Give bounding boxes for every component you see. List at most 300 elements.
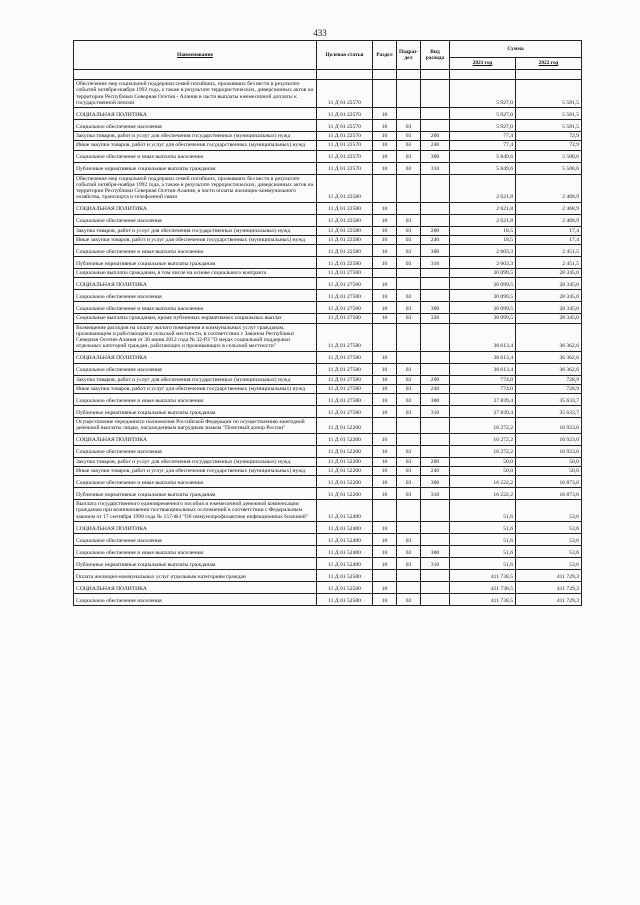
cell-code: 11 Д 01 27500 [317, 302, 373, 314]
cell-name: Публичные нормативные социальные выплаты гражданам [74, 162, 317, 174]
table-row [74, 394, 582, 406]
cell-expense-type [421, 533, 450, 545]
cell-code: 11 Д 01 22580 [317, 235, 373, 244]
cell-sum-2022: 53,6 [516, 533, 582, 545]
cell-expense-type [421, 521, 450, 533]
budget-table [73, 40, 582, 606]
table-header [74, 41, 582, 80]
cell-sum-2021: 18,5 [450, 235, 516, 244]
cell-code: 11 Д 01 22570 [317, 150, 373, 162]
cell-subsection: 03 [397, 384, 421, 393]
cell-section [373, 323, 397, 351]
cell-sum-2021: 51,6 [450, 521, 516, 533]
cell-subsection [397, 278, 421, 290]
cell-expense-type [421, 202, 450, 214]
cell-subsection: 03 [397, 120, 421, 132]
cell-subsection [397, 323, 421, 351]
cell-sum-2021: 30 099,5 [450, 302, 516, 314]
cell-sum-2021: 38 613,4 [450, 351, 516, 363]
table-row [74, 384, 582, 393]
cell-name: Публичные нормативные социальные выплаты гражданам [74, 257, 317, 269]
cell-subsection [397, 108, 421, 120]
cell-section [373, 269, 397, 278]
cell-section [373, 174, 397, 202]
cell-sum-2022: 5 508,6 [516, 150, 582, 162]
cell-section: 10 [373, 581, 397, 593]
cell-expense-type [421, 500, 450, 522]
cell-subsection [397, 174, 421, 202]
cell-code: 11 Д 01 27580 [317, 394, 373, 406]
table-row [74, 545, 582, 557]
cell-subsection: 03 [397, 150, 421, 162]
cell-section: 10 [373, 108, 397, 120]
cell-subsection: 03 [397, 214, 421, 226]
cell-sum-2022: 16 923,0 [516, 433, 582, 445]
cell-name: Социальное обеспечение и иные выплаты населению [74, 476, 317, 488]
cell-section: 10 [373, 593, 397, 605]
cell-code: 11 Д 01 22570 [317, 120, 373, 132]
cell-name: Социальные выплаты гражданам, в том числе на основе социального контракта [74, 269, 317, 278]
cell-subsection: 03 [397, 235, 421, 244]
cell-sum-2021: 77,4 [450, 141, 516, 150]
header-sums: Сумма [450, 41, 582, 58]
cell-expense-type: 240 [421, 384, 450, 393]
cell-code: 11 Д 01 52200 [317, 488, 373, 500]
cell-name: СОЦИАЛЬНАЯ ПОЛИТИКА [74, 433, 317, 445]
table-row [74, 278, 582, 290]
cell-subsection: 03 [397, 290, 421, 302]
table-row [74, 418, 582, 434]
cell-name: Публичные нормативные социальные выплаты гражданам [74, 488, 317, 500]
cell-section: 10 [373, 394, 397, 406]
cell-sum-2021: 16 222,2 [450, 488, 516, 500]
table-row [74, 406, 582, 418]
cell-section: 10 [373, 521, 397, 533]
cell-sum-2021: 16 222,2 [450, 476, 516, 488]
cell-expense-type [421, 593, 450, 605]
cell-section: 10 [373, 226, 397, 235]
cell-code: 11 Д 01 52400 [317, 500, 373, 522]
table-row [74, 457, 582, 466]
cell-code: 11 Д 01 52200 [317, 418, 373, 434]
cell-section: 10 [373, 488, 397, 500]
cell-name: Иные закупки товаров, работ и услуг для обеспечения государственных (муниципальных) нужд [74, 235, 317, 244]
cell-section: 10 [373, 476, 397, 488]
cell-section: 10 [373, 202, 397, 214]
table-row [74, 500, 582, 522]
cell-code: 11 Д 01 52400 [317, 533, 373, 545]
cell-subsection: 03 [397, 245, 421, 257]
cell-section: 10 [373, 278, 397, 290]
table-row [74, 466, 582, 475]
cell-sum-2022: 16 923,0 [516, 418, 582, 434]
cell-subsection: 03 [397, 132, 421, 141]
cell-sum-2021: 774,0 [450, 375, 516, 384]
cell-sum-2021: 30 099,5 [450, 290, 516, 302]
cell-name: Иные закупки товаров, работ и услуг для обеспечения государственных (муниципальных) нужд [74, 384, 317, 393]
cell-subsection: 03 [397, 457, 421, 466]
cell-section: 10 [373, 302, 397, 314]
cell-code: 11 Д 01 52400 [317, 521, 373, 533]
cell-expense-type: 240 [421, 235, 450, 244]
cell-subsection: 03 [397, 445, 421, 457]
cell-expense-type: 310 [421, 557, 450, 569]
cell-sum-2021: 5 927,0 [450, 120, 516, 132]
cell-expense-type [421, 108, 450, 120]
cell-expense-type [421, 363, 450, 375]
cell-sum-2022: 50,0 [516, 457, 582, 466]
cell-expense-type [421, 80, 450, 108]
cell-name: Оплата жилищно-коммунальных услуг отдельным категориям граждан [74, 569, 317, 581]
cell-sum-2021: 5 849,6 [450, 162, 516, 174]
cell-section [373, 500, 397, 522]
table-row [74, 581, 582, 593]
cell-sum-2021: 774,0 [450, 384, 516, 393]
cell-sum-2021: 16 272,2 [450, 445, 516, 457]
table-row [74, 120, 582, 132]
table-row [74, 162, 582, 174]
cell-sum-2021: 5 927,0 [450, 80, 516, 108]
cell-section: 10 [373, 384, 397, 393]
cell-expense-type [421, 351, 450, 363]
cell-sum-2021: 5 849,6 [450, 150, 516, 162]
cell-name: Обеспечение мер социальной поддержки семей погибших, проживших без вести в результате событий октября-ноября 1992 года, а также в результате террористических, диверсионных актов на территории Республики Северная Осетия-Алания, в части оплаты жилищно-коммунального хозяйства, транспорта и телефонной связи [74, 174, 317, 202]
cell-expense-type [421, 581, 450, 593]
table-row [74, 214, 582, 226]
cell-subsection: 03 [397, 394, 421, 406]
cell-code: 11 Д 01 52400 [317, 557, 373, 569]
cell-sum-2021: 30 099,5 [450, 278, 516, 290]
cell-sum-2021: 30 099,5 [450, 269, 516, 278]
cell-section: 10 [373, 545, 397, 557]
cell-subsection: 03 [397, 314, 421, 323]
cell-sum-2022: 17,4 [516, 226, 582, 235]
cell-expense-type: 240 [421, 466, 450, 475]
table-row [74, 533, 582, 545]
cell-name: Закупка товаров, работ и услуг для обеспечения государственных (муниципальных) нужд [74, 226, 317, 235]
cell-section: 10 [373, 120, 397, 132]
cell-sum-2021: 50,0 [450, 466, 516, 475]
cell-sum-2021: 30 099,5 [450, 314, 516, 323]
cell-subsection: 03 [397, 557, 421, 569]
cell-subsection [397, 500, 421, 522]
cell-code: 11 Д 01 27580 [317, 363, 373, 375]
table-row [74, 351, 582, 363]
cell-subsection: 03 [397, 476, 421, 488]
cell-sum-2021: 51,6 [450, 500, 516, 522]
cell-subsection: 03 [397, 466, 421, 475]
cell-code: 11 Д 01 22580 [317, 174, 373, 202]
cell-name: Публичные нормативные социальные выплаты гражданам [74, 406, 317, 418]
table-row [74, 202, 582, 214]
table-row [74, 269, 582, 278]
table-row [74, 314, 582, 323]
cell-code: 11 Д 01 22570 [317, 141, 373, 150]
cell-sum-2022: 5 581,5 [516, 120, 582, 132]
cell-sum-2022: 411 729,3 [516, 593, 582, 605]
table-row [74, 257, 582, 269]
cell-sum-2022: 36 362,6 [516, 323, 582, 351]
table-body [74, 80, 582, 606]
cell-expense-type: 310 [421, 406, 450, 418]
table-row [74, 150, 582, 162]
cell-name: Социальное обеспечение и иные выплаты населению [74, 245, 317, 257]
cell-code: 11 Д 01 22570 [317, 108, 373, 120]
cell-name: Закупка товаров, работ и услуг для обеспечения государственных (муниципальных) нужд [74, 457, 317, 466]
cell-name: Обеспечение мер социальной поддержки семей погибших, проживших без вести в результате событий октября-ноября 1992 года, а также в результате террористических, диверсионных актов на территории Республики Северная Осетия - Алания в части выплаты ежемесячной доплаты к государственной пенсии [74, 80, 317, 108]
cell-sum-2021: 77,4 [450, 132, 516, 141]
cell-expense-type: 320 [421, 314, 450, 323]
cell-section: 10 [373, 162, 397, 174]
page-number: 433 [313, 28, 327, 38]
cell-subsection: 03 [397, 302, 421, 314]
table-row [74, 132, 582, 141]
header-section: Раздел [373, 41, 397, 70]
cell-subsection: 03 [397, 141, 421, 150]
cell-sum-2022: 16 873,0 [516, 476, 582, 488]
cell-sum-2022: 35 633,7 [516, 406, 582, 418]
cell-sum-2021: 411 738,5 [450, 581, 516, 593]
cell-subsection [397, 351, 421, 363]
cell-expense-type: 200 [421, 457, 450, 466]
cell-sum-2022: 28 345,0 [516, 278, 582, 290]
cell-section: 10 [373, 466, 397, 475]
table-row [74, 235, 582, 244]
cell-expense-type [421, 278, 450, 290]
cell-code: 11 Д 01 52500 [317, 581, 373, 593]
cell-sum-2021: 51,6 [450, 545, 516, 557]
cell-code: 11 Д 01 27500 [317, 269, 373, 278]
cell-name: Социальное обеспечение населения [74, 593, 317, 605]
cell-sum-2021: 37 839,4 [450, 394, 516, 406]
cell-subsection: 03 [397, 162, 421, 174]
cell-expense-type [421, 323, 450, 351]
cell-code: 11 Д 01 22570 [317, 80, 373, 108]
cell-sum-2022: 17,4 [516, 235, 582, 244]
cell-section: 10 [373, 363, 397, 375]
cell-sum-2022: 16 873,0 [516, 488, 582, 500]
cell-sum-2021: 2 603,3 [450, 245, 516, 257]
cell-section: 10 [373, 433, 397, 445]
cell-sum-2022: 53,6 [516, 521, 582, 533]
table-row [74, 245, 582, 257]
cell-subsection: 03 [397, 533, 421, 545]
cell-expense-type: 310 [421, 162, 450, 174]
cell-expense-type [421, 445, 450, 457]
table-row [74, 433, 582, 445]
cell-sum-2021: 50,0 [450, 457, 516, 466]
cell-expense-type [421, 269, 450, 278]
cell-code: 11 Д 01 27580 [317, 375, 373, 384]
cell-sum-2022: 50,0 [516, 466, 582, 475]
cell-name: Закупка товаров, работ и услуг для обеспечения государственных (муниципальных) нужд [74, 132, 317, 141]
cell-sum-2021: 16 272,2 [450, 433, 516, 445]
cell-expense-type: 300 [421, 150, 450, 162]
cell-section: 10 [373, 375, 397, 384]
cell-expense-type: 300 [421, 476, 450, 488]
cell-expense-type: 310 [421, 257, 450, 269]
cell-code: 11 Д 01 22580 [317, 226, 373, 235]
table-row [74, 174, 582, 202]
cell-sum-2022: 2 468,9 [516, 174, 582, 202]
table-row [74, 569, 582, 581]
cell-code: 11 Д 01 52500 [317, 593, 373, 605]
cell-section: 10 [373, 406, 397, 418]
cell-name: Возмещение расходов на оплату жилого помещения и коммунальных услуг гражданам, проживающим и работающим в сельской местности, в соответствии с Законом Республики Северная Осетия-Алания от 30 июня 2012 года № 32-РЗ "О мерах социальной поддержки отдельных категорий граждан, работающих и проживающих в сельской местности" [74, 323, 317, 351]
cell-name: Социальные выплаты гражданам, кроме публичных нормативных социальных выплат [74, 314, 317, 323]
cell-subsection [397, 569, 421, 581]
cell-section: 10 [373, 533, 397, 545]
cell-code: 11 Д 01 52200 [317, 433, 373, 445]
cell-section: 10 [373, 290, 397, 302]
cell-sum-2022: 2 451,5 [516, 245, 582, 257]
cell-code: 11 Д 01 52400 [317, 545, 373, 557]
cell-section: 10 [373, 132, 397, 141]
cell-sum-2022: 2 468,9 [516, 202, 582, 214]
cell-sum-2022: 28 345,0 [516, 269, 582, 278]
cell-sum-2021: 411 738,5 [450, 593, 516, 605]
cell-sum-2021: 5 927,0 [450, 108, 516, 120]
cell-code: 11 Д 01 22570 [317, 162, 373, 174]
cell-sum-2022: 28 345,0 [516, 290, 582, 302]
cell-sum-2021: 2 603,3 [450, 257, 516, 269]
cell-code: 11 Д 01 27580 [317, 323, 373, 351]
cell-expense-type [421, 290, 450, 302]
table-row [74, 226, 582, 235]
cell-section: 10 [373, 245, 397, 257]
table-row [74, 80, 582, 108]
cell-expense-type: 300 [421, 245, 450, 257]
table-row [74, 290, 582, 302]
cell-sum-2022: 728,9 [516, 384, 582, 393]
cell-sum-2022: 28 345,0 [516, 314, 582, 323]
cell-expense-type: 200 [421, 226, 450, 235]
cell-subsection [397, 269, 421, 278]
cell-sum-2022: 36 362,6 [516, 363, 582, 375]
table-row [74, 323, 582, 351]
table-row [74, 141, 582, 150]
cell-expense-type: 300 [421, 545, 450, 557]
table-row [74, 375, 582, 384]
cell-name: Социальное обеспечение населения [74, 290, 317, 302]
table-row [74, 363, 582, 375]
cell-code: 11 Д 01 52200 [317, 466, 373, 475]
cell-expense-type: 310 [421, 488, 450, 500]
cell-subsection: 03 [397, 545, 421, 557]
cell-code: 11 Д 01 27500 [317, 278, 373, 290]
header-row [74, 41, 582, 58]
cell-name: Социальное обеспечение и иные выплаты населению [74, 302, 317, 314]
cell-expense-type [421, 569, 450, 581]
cell-name: Социальное обеспечение и иные выплаты населению [74, 545, 317, 557]
cell-code: 11 Д 01 27580 [317, 384, 373, 393]
cell-subsection [397, 418, 421, 434]
cell-section: 10 [373, 457, 397, 466]
cell-code: 11 Д 01 22570 [317, 132, 373, 141]
cell-section: 10 [373, 557, 397, 569]
cell-expense-type [421, 418, 450, 434]
cell-name: Социальное обеспечение населения [74, 120, 317, 132]
cell-sum-2022: 53,6 [516, 545, 582, 557]
cell-sum-2022: 411 729,3 [516, 581, 582, 593]
cell-sum-2021: 37 839,4 [450, 406, 516, 418]
cell-name: Публичные нормативные социальные выплаты гражданам [74, 557, 317, 569]
cell-code: 11 Д 01 52200 [317, 476, 373, 488]
cell-code: 11 Д 01 27580 [317, 351, 373, 363]
cell-section: 10 [373, 257, 397, 269]
cell-code: 11 Д 01 27500 [317, 290, 373, 302]
cell-sum-2022: 728,9 [516, 375, 582, 384]
cell-name: Иные закупки товаров, работ и услуг для обеспечения государственных (муниципальных) нужд [74, 466, 317, 475]
cell-subsection [397, 202, 421, 214]
cell-code: 11 Д 01 52200 [317, 457, 373, 466]
table-row [74, 593, 582, 605]
cell-name: СОЦИАЛЬНАЯ ПОЛИТИКА [74, 581, 317, 593]
cell-section [373, 80, 397, 108]
header-expense-type: Вид расхода [421, 41, 450, 70]
cell-sum-2022: 28 345,0 [516, 302, 582, 314]
cell-name: СОЦИАЛЬНАЯ ПОЛИТИКА [74, 521, 317, 533]
cell-subsection [397, 80, 421, 108]
cell-sum-2021: 16 272,2 [450, 418, 516, 434]
cell-name: Социальное обеспечение населения [74, 214, 317, 226]
cell-code: 11 Д 01 22580 [317, 245, 373, 257]
cell-sum-2021: 2 621,8 [450, 202, 516, 214]
cell-expense-type [421, 120, 450, 132]
cell-code: 11 Д 01 27580 [317, 406, 373, 418]
cell-subsection: 03 [397, 226, 421, 235]
cell-name: СОЦИАЛЬНАЯ ПОЛИТИКА [74, 202, 317, 214]
cell-section [373, 569, 397, 581]
cell-sum-2021: 2 621,8 [450, 214, 516, 226]
cell-section: 10 [373, 445, 397, 457]
cell-name: Выплата государственного единовременного пособия и ежемесячной денежной компенсации гражданам при возникновении поствакцинальных осложнений в соответствии с Федеральным законом от 17 сентября 1998 года № 157-ФЗ "Об иммунопрофилактике инфекционных болезней" [74, 500, 317, 522]
cell-name: СОЦИАЛЬНАЯ ПОЛИТИКА [74, 108, 317, 120]
cell-code: 11 Д 01 27500 [317, 314, 373, 323]
cell-sum-2022: 5 508,6 [516, 162, 582, 174]
cell-expense-type [421, 433, 450, 445]
cell-sum-2022: 72,9 [516, 132, 582, 141]
cell-section: 10 [373, 235, 397, 244]
cell-expense-type: 200 [421, 132, 450, 141]
cell-section: 10 [373, 214, 397, 226]
cell-code: 11 Д 01 22580 [317, 214, 373, 226]
cell-name: Социальное обеспечение населения [74, 363, 317, 375]
cell-sum-2021: 38 613,4 [450, 323, 516, 351]
cell-sum-2022: 35 633,7 [516, 394, 582, 406]
cell-subsection: 03 [397, 363, 421, 375]
cell-code: 11 Д 01 22580 [317, 257, 373, 269]
table-row [74, 445, 582, 457]
cell-expense-type [421, 174, 450, 202]
cell-expense-type [421, 214, 450, 226]
cell-subsection: 03 [397, 593, 421, 605]
cell-name: Социальное обеспечение и иные выплаты населению [74, 150, 317, 162]
table-row [74, 476, 582, 488]
cell-sum-2021: 411 738,5 [450, 569, 516, 581]
cell-subsection [397, 433, 421, 445]
header-name: Наименование [74, 41, 317, 70]
cell-section [373, 418, 397, 434]
cell-name: СОЦИАЛЬНАЯ ПОЛИТИКА [74, 351, 317, 363]
cell-name: Закупка товаров, работ и услуг для обеспечения государственных (муниципальных) нужд [74, 375, 317, 384]
cell-expense-type: 200 [421, 375, 450, 384]
cell-name: Осуществление переданного полномочия Российской Федерации по осуществлению ежегодной денежной выплаты лицам, награжденным нагрудным знаком "Почетный донор России" [74, 418, 317, 434]
cell-subsection: 03 [397, 488, 421, 500]
cell-sum-2022: 53,6 [516, 557, 582, 569]
cell-name: Социальное обеспечение и иные выплаты населению [74, 394, 317, 406]
cell-sum-2021: 18,5 [450, 226, 516, 235]
